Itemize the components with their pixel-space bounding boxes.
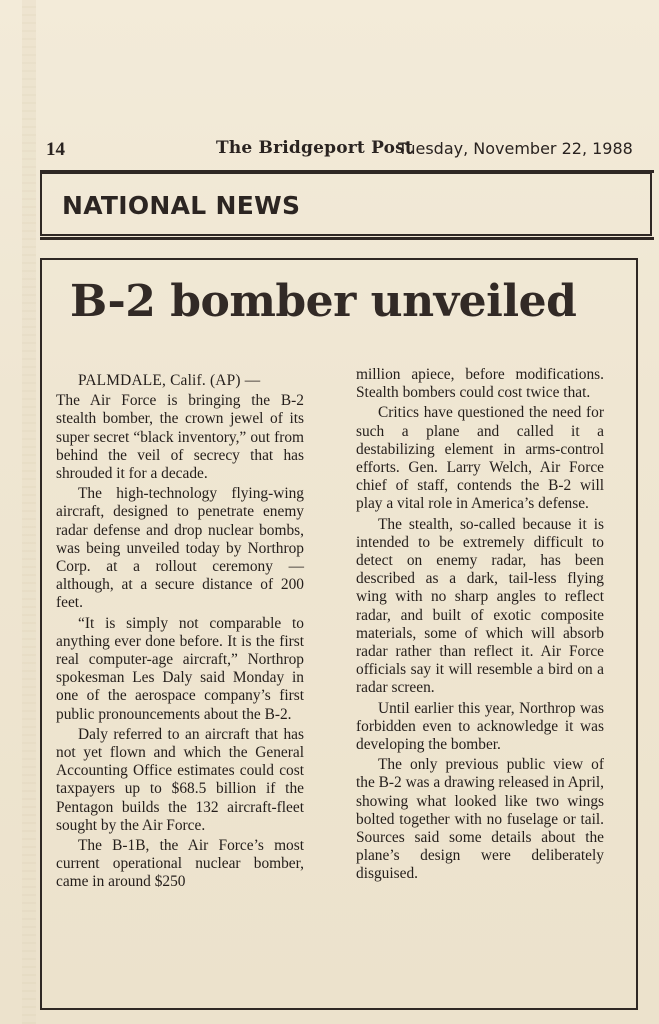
article-paragraph: Critics have questioned the need for such a plane and called it a destabilizing element in arms-control efforts. Gen. Larry Welch, Air Force chief of staff, contends the B-2 will play a vital role in America’s defense. (356, 404, 604, 513)
article-column-right (356, 366, 604, 886)
article-paragraph: million apiece, before modifications. Stealth bombers could cost twice that. (356, 366, 604, 402)
page-number: 14 (46, 139, 65, 160)
paper-name: The Bridgeport Post (216, 138, 413, 158)
article-paragraph: The Air Force is bringing the B-2 stealth bomber, the crown jewel of its super secret “black inventory,” out from behind the veil of secrecy that has shrouded it for a decade. (56, 392, 304, 483)
article-paragraph: Daly referred to an aircraft that has not yet flown and which the General Accounting Office estimates could cost taxpayers up to $68.5 billion if the Pentagon builds the 132 aircraft-fleet sought by the Air Force. (56, 725, 304, 834)
clipping-fold-edge (22, 0, 36, 1024)
article-paragraph: The only previous public view of the B-2 was a drawing released in April, showing what looked like two wings bolted together with no fuselage or tail. Sources said some details about the plane’s design were deliberately disguised. (356, 756, 604, 883)
article-headline: B-2 bomber unveiled (70, 276, 577, 327)
section-banner (40, 172, 652, 236)
article-paragraph: The stealth, so-called because it is intended to be extremely difficult to detect on enemy radar, has been described as a dark, tail-less flying wing with no sharp angles to reflect radar, and built of exotic composite materials, some of which will absorb radar rather than reflect it. Air Force officials say it will resemble a bird on a radar screen. (356, 515, 604, 697)
article-column-left (56, 372, 304, 894)
article-paragraph: Until earlier this year, Northrop was forbidden even to acknowledge it was developing the bomber. (356, 699, 604, 754)
publication-date: Tuesday, November 22, 1988 (398, 139, 633, 158)
article-paragraph: The B-1B, the Air Force’s most current operational nuclear bomber, came in around $250 (56, 837, 304, 891)
article-dateline: PALMDALE, Calif. (AP) — (78, 372, 261, 389)
section-rule-bottom (40, 237, 654, 240)
article-paragraph: “It is simply not comparable to anything ever done before. It is the first real computer-age aircraft,” Northrop spokesman Les Daly said Monday in one of the aerospace company’s first public pronouncements about the B-2. (56, 614, 304, 723)
section-title: NATIONAL NEWS (62, 191, 301, 220)
article (40, 258, 638, 1010)
article-paragraph: The high-technology flying-wing aircraft, designed to penetrate enemy radar defense and drop nuclear bombs, was being unveiled today by Northrop Corp. at a rollout ceremony — although, at a secure distance of 200 feet. (56, 485, 304, 612)
masthead (40, 137, 652, 163)
